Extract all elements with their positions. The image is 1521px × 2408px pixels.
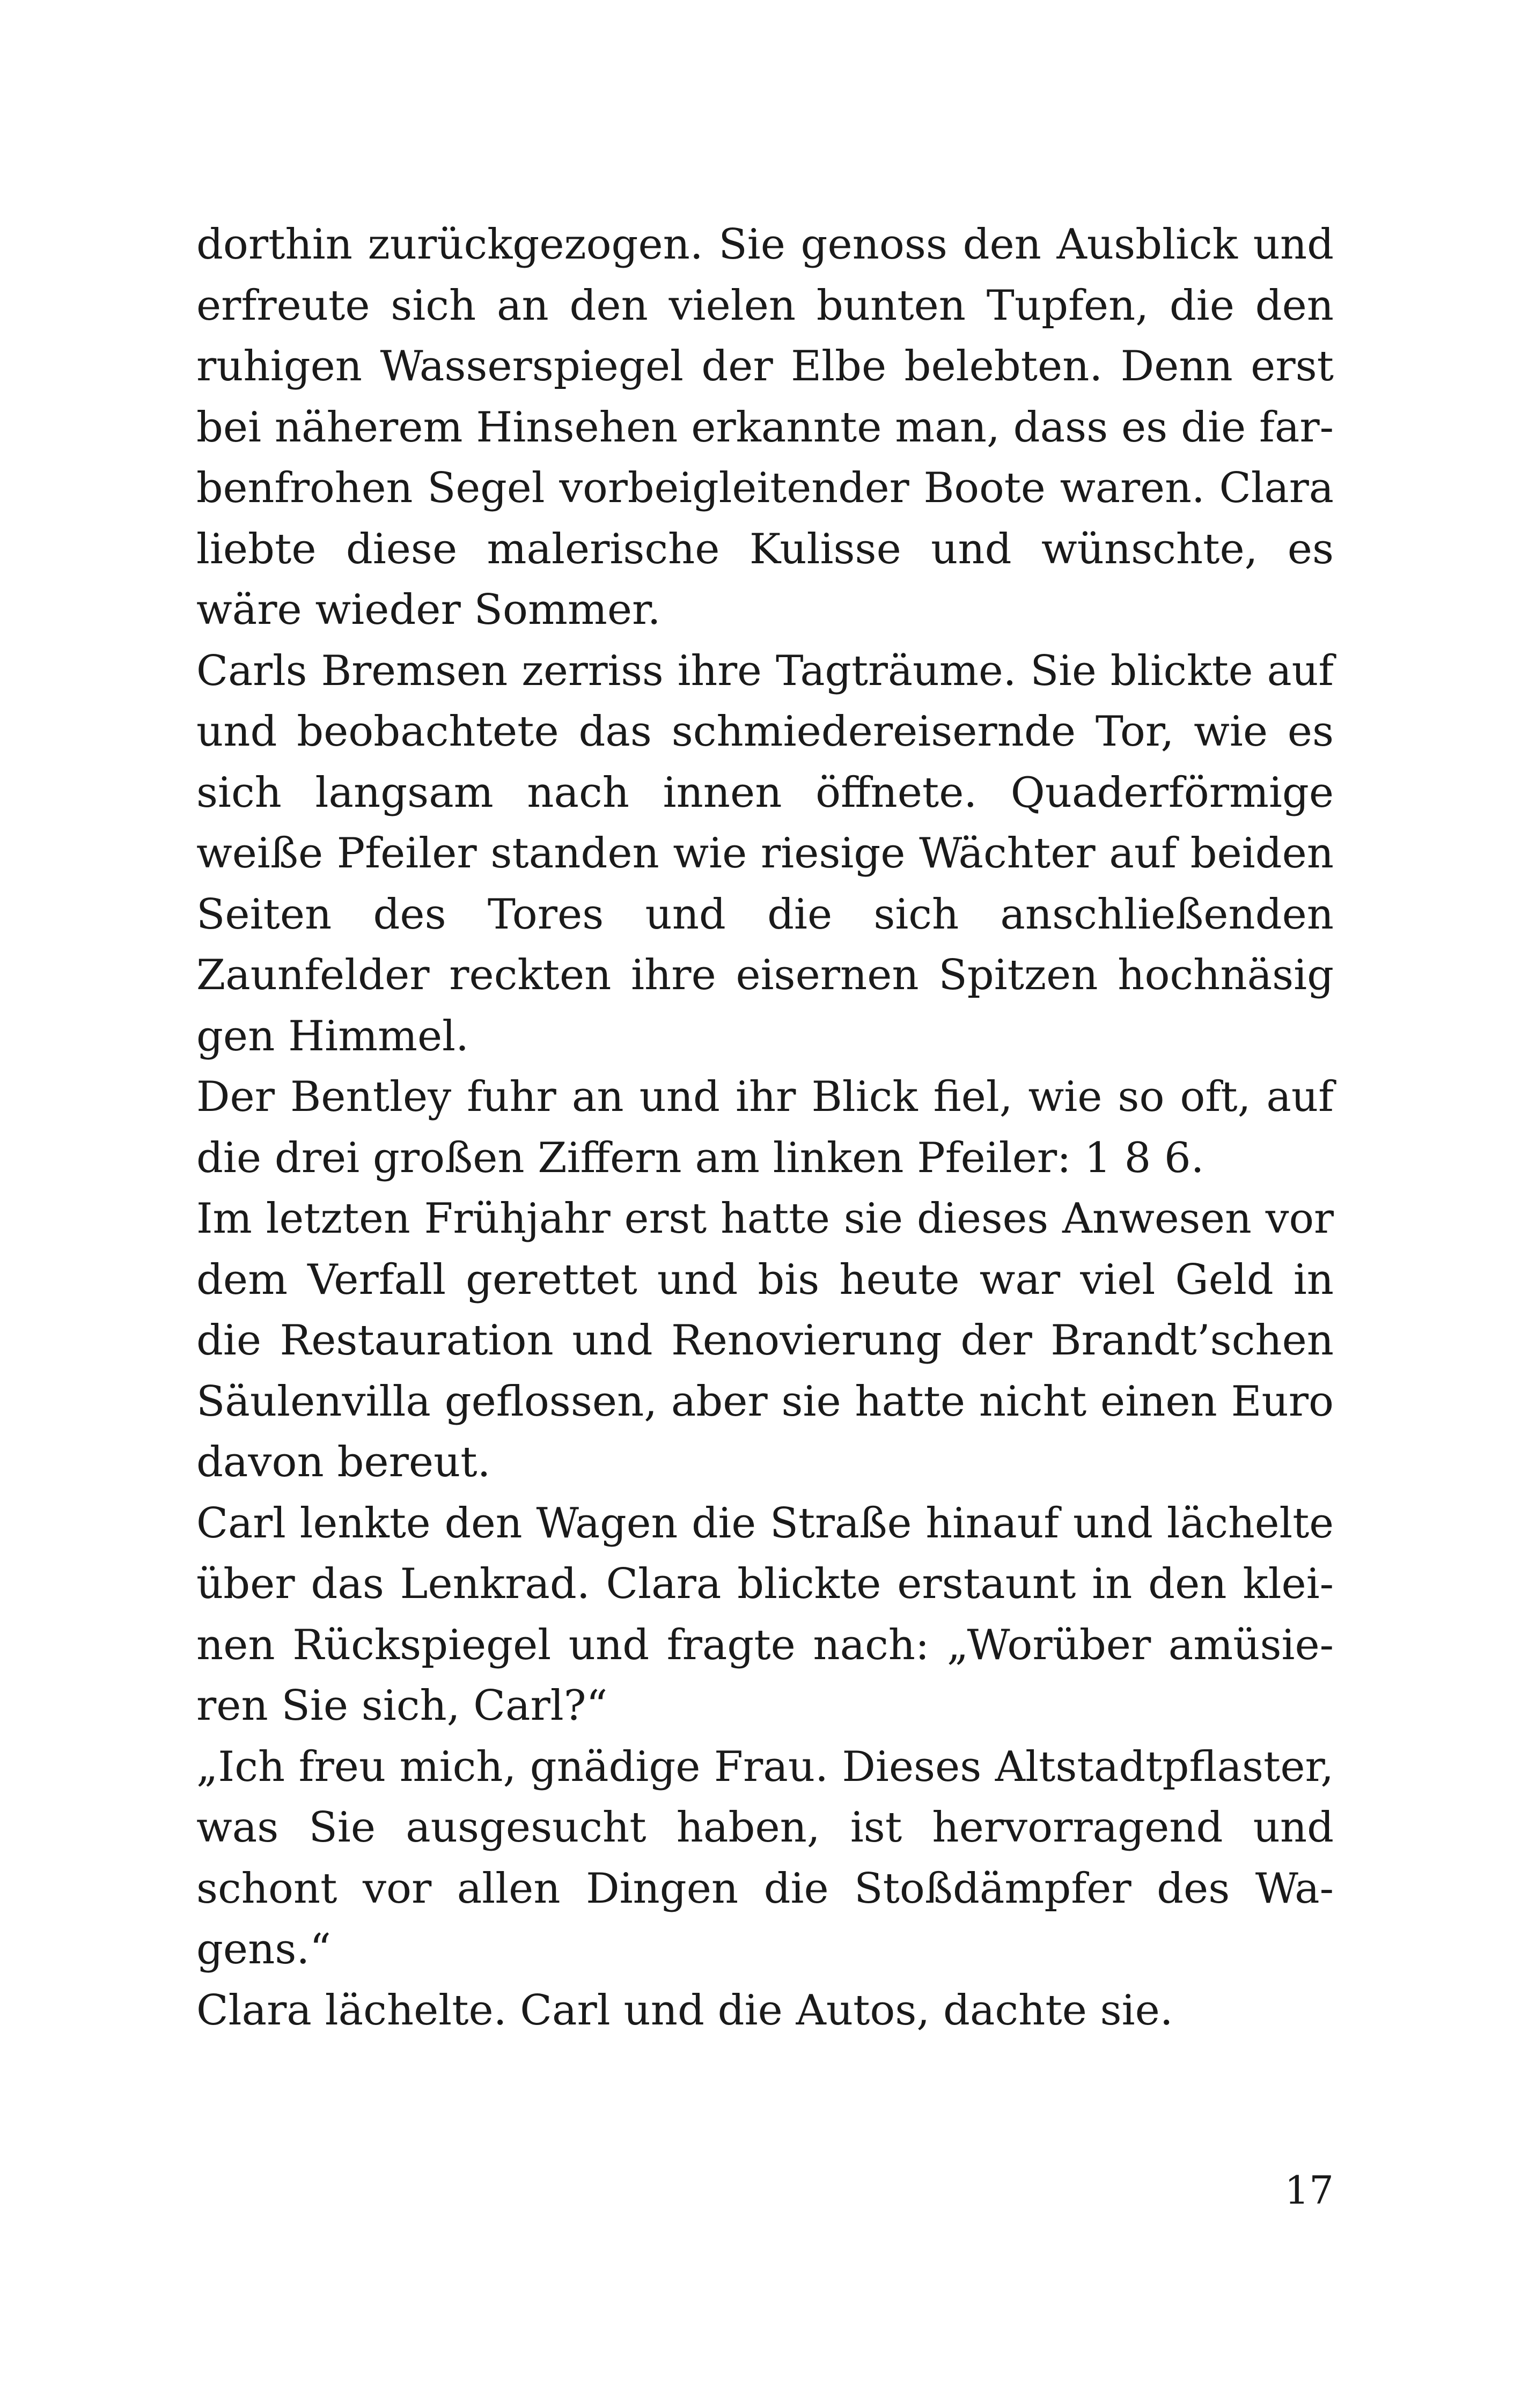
text-line: schont vor allen Dingen die Stoßdämpfer des Wa- (196, 1864, 1334, 1913)
text-line: bei näherem Hinsehen erkannte man, dass es die far- (196, 403, 1334, 452)
text-line: die drei großen Ziffern am linken Pfeiler: 1 8 6. (196, 1133, 1204, 1182)
text-line: benfrohen Segel vorbeigleitender Boote waren. Clara (196, 464, 1334, 512)
text-line: Clara lächelte. Carl und die Autos, dachte sie. (196, 1986, 1173, 2035)
text-line: was Sie ausgesucht haben, ist hervorragend und (196, 1803, 1334, 1852)
text-line: ren Sie sich, Carl?“ (196, 1682, 608, 1730)
text-line: weiße Pfeiler standen wie riesige Wächter auf beiden (196, 829, 1334, 878)
text-line: nen Rückspiegel und fragte nach: „Worüber amüsie- (196, 1621, 1334, 1669)
text-line: gens.“ (196, 1925, 332, 1973)
text-line: Carls Bremsen zerriss ihre Tagträume. Sie blickte auf (196, 646, 1334, 695)
text-line: davon bereut. (196, 1438, 491, 1486)
text-line: Zaunfelder reckten ihre eisernen Spitzen hochnäsig (196, 951, 1334, 999)
text-line: die Restauration und Renovierung der Brandt’schen (196, 1316, 1334, 1365)
text-line: Der Bentley fuhr an und ihr Blick fiel, wie so oft, auf (196, 1073, 1334, 1121)
text-line: erfreute sich an den vielen bunten Tupfen, die den (196, 281, 1334, 330)
text-line: ruhigen Wasserspiegel der Elbe belebten. Denn erst (196, 342, 1334, 391)
body-text (196, 215, 1334, 2041)
text-line: liebte diese malerische Kulisse und wünschte, es (196, 525, 1334, 573)
text-line: Säulenvilla geflossen, aber sie hatte nicht einen Euro (196, 1377, 1334, 1426)
text-line: Seiten des Tores und die sich anschließenden (196, 890, 1334, 939)
text-line: wäre wieder Sommer. (196, 586, 661, 634)
text-line: „Ich freu mich, gnädige Frau. Dieses Altstadtpflaster, (196, 1742, 1334, 1791)
text-line: dem Verfall gerettet und bis heute war viel Geld in (196, 1255, 1334, 1304)
text-line: dorthin zurückgezogen. Sie genoss den Ausblick und (196, 220, 1334, 269)
text-line: Im letzten Frühjahr erst hatte sie dieses Anwesen vor (196, 1195, 1334, 1243)
page-number: 17 (1284, 2168, 1334, 2213)
text-line: über das Lenkrad. Clara blickte erstaunt in den klei- (196, 1560, 1334, 1608)
text-line: und beobachtete das schmiedereisernde Tor, wie es (196, 708, 1334, 756)
text-line: sich langsam nach innen öffnete. Quaderförmige (196, 768, 1334, 817)
text-line: Carl lenkte den Wagen die Straße hinauf und lächelte (196, 1499, 1334, 1548)
text-line: gen Himmel. (196, 1012, 469, 1061)
